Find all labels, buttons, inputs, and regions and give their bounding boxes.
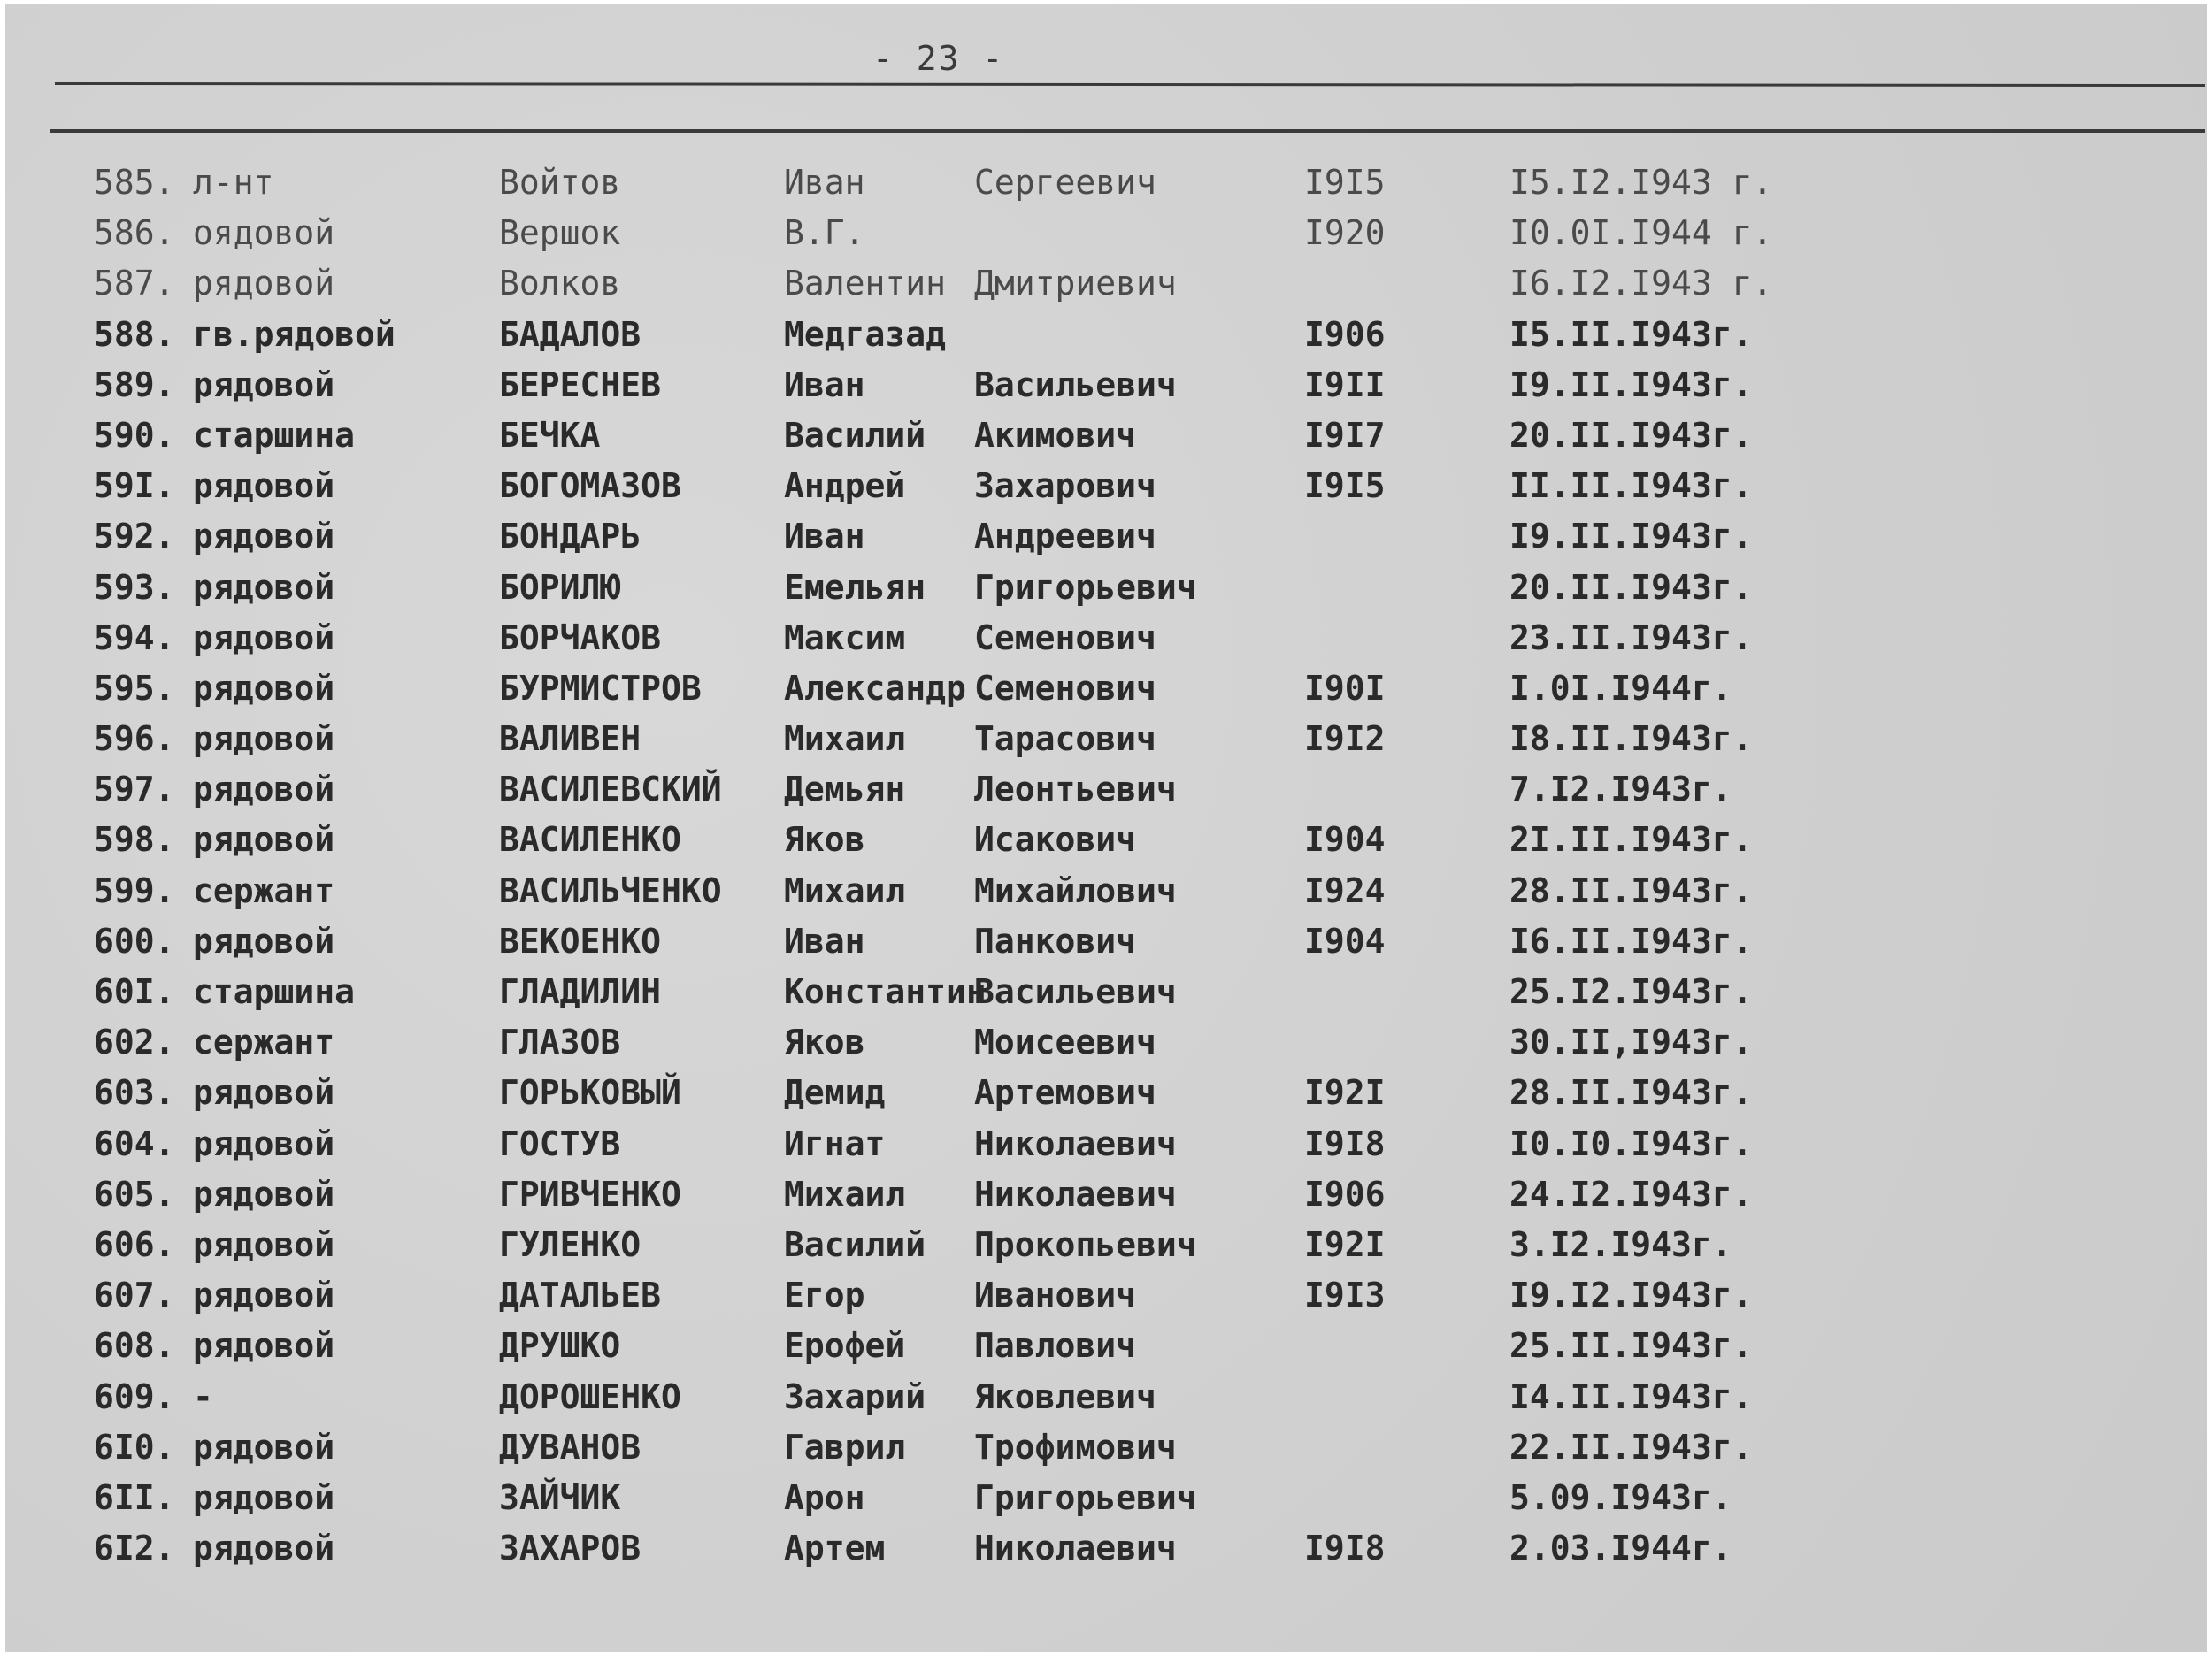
birth-year: I9I7 (1304, 415, 1386, 455)
list-item (5, 410, 2207, 461)
rank: рядовой (193, 770, 335, 809)
rank: л-нт (193, 163, 274, 202)
row-number: 588. (94, 314, 175, 354)
rank: рядовой (193, 1174, 335, 1214)
patronymic: Тарасович (974, 719, 1156, 759)
rank: рядовой (193, 517, 335, 556)
surname: ВАСИЛЬЧЕНКО (499, 870, 722, 910)
list-item (5, 815, 2207, 865)
first-name: В.Г. (784, 213, 865, 253)
patronymic: Сергеевич (974, 163, 1156, 202)
patronymic: Исакович (974, 820, 1137, 860)
row-number: 596. (94, 719, 175, 759)
date: 28.II.I943г. (1509, 1073, 1753, 1113)
patronymic: Панкович (974, 921, 1137, 961)
surname: ДАТАЛЬЕВ (499, 1276, 662, 1315)
row-number: 606. (94, 1224, 175, 1264)
list-item (5, 1473, 2207, 1523)
patronymic: Дмитриевич (974, 264, 1177, 303)
surname: ДУВАНОВ (499, 1427, 641, 1467)
rank: рядовой (193, 921, 335, 961)
date: I9.I2.I943г. (1509, 1276, 1753, 1315)
list-item (5, 461, 2207, 511)
surname: ДРУШКО (499, 1326, 621, 1366)
rank: рядовой (193, 567, 335, 607)
list-item (5, 208, 2207, 258)
row-number: 598. (94, 820, 175, 860)
birth-year: I920 (1304, 213, 1386, 253)
surname: ДОРОШЕНКО (499, 1376, 681, 1416)
birth-year: I9I8 (1304, 1529, 1386, 1568)
first-name: Иван (784, 163, 865, 202)
rank: рядовой (193, 1326, 335, 1366)
row-number: 608. (94, 1326, 175, 1366)
row-number: 585. (94, 163, 175, 202)
first-name: Арон (784, 1477, 865, 1517)
row-number: 609. (94, 1376, 175, 1416)
first-name: Яков (784, 1023, 865, 1062)
list-item (5, 310, 2207, 360)
surname: ГУЛЕНКО (499, 1224, 641, 1264)
birth-year: I92I (1304, 1224, 1386, 1264)
birth-year: I9I3 (1304, 1276, 1386, 1315)
date: 25.II.I943г. (1509, 1326, 1753, 1366)
row-number: 586. (94, 213, 175, 253)
list-item (5, 1169, 2207, 1220)
first-name: Захарий (784, 1376, 926, 1416)
list-item (5, 360, 2207, 410)
first-name: Артем (784, 1529, 886, 1568)
patronymic: Захарович (974, 466, 1156, 506)
surname: БОРЧАКОВ (499, 617, 662, 657)
list-item (5, 663, 2207, 714)
list-item (5, 1321, 2207, 1371)
row-number: 600. (94, 921, 175, 961)
row-number: 6I2. (94, 1529, 175, 1568)
surname: ВЕКОЕНКО (499, 921, 662, 961)
patronymic: Артемович (974, 1073, 1156, 1113)
patronymic: Прокопьевич (974, 1224, 1197, 1264)
rank: рядовой (193, 1224, 335, 1264)
row-number: 604. (94, 1123, 175, 1163)
first-name: Медгазад (784, 314, 947, 354)
rank: гв.рядовой (193, 314, 396, 354)
first-name: Гаврил (784, 1427, 906, 1467)
row-number: 607. (94, 1276, 175, 1315)
date: 23.II.I943г. (1509, 617, 1753, 657)
patronymic: Николаевич (974, 1123, 1177, 1163)
rank: - (193, 1376, 213, 1416)
patronymic: Васильевич (974, 364, 1177, 404)
patronymic: Михайлович (974, 870, 1177, 910)
birth-year: I9I2 (1304, 719, 1386, 759)
list-item (5, 1119, 2207, 1169)
rank: рядовой (193, 364, 335, 404)
date: 20.II.I943г. (1509, 567, 1753, 607)
first-name: Иван (784, 517, 865, 556)
row-number: 602. (94, 1023, 175, 1062)
header-rule-top (55, 82, 2205, 87)
first-name: Андрей (784, 466, 906, 506)
list-item (5, 967, 2207, 1017)
first-name: Василий (784, 415, 926, 455)
list-item (5, 1372, 2207, 1422)
rank: рядовой (193, 1477, 335, 1517)
list-item (5, 1270, 2207, 1321)
surname: ВАСИЛЕВСКИЙ (499, 770, 722, 809)
date: I0.I0.I943г. (1509, 1123, 1753, 1163)
patronymic: Иванович (974, 1276, 1137, 1315)
row-number: 6I0. (94, 1427, 175, 1467)
date: I4.II.I943г. (1509, 1376, 1753, 1416)
first-name: Демид (784, 1073, 886, 1113)
first-name: Егор (784, 1276, 865, 1315)
rank: сержант (193, 1023, 335, 1062)
first-name: Константин (784, 972, 987, 1011)
first-name: Демьян (784, 770, 906, 809)
date: 20.II.I943г. (1509, 415, 1753, 455)
patronymic: Васильевич (974, 972, 1177, 1011)
date: I.0I.I944г. (1509, 668, 1732, 708)
patronymic: Николаевич (974, 1529, 1177, 1568)
rank: старшина (193, 415, 356, 455)
casualty-list (5, 157, 2207, 1574)
first-name: Василий (784, 1224, 926, 1264)
date: 25.I2.I943г. (1509, 972, 1753, 1011)
row-number: 597. (94, 770, 175, 809)
rank: рядовой (193, 1123, 335, 1163)
surname: Волков (499, 264, 621, 303)
rank: рядовой (193, 1427, 335, 1467)
first-name: Михаил (784, 1174, 906, 1214)
patronymic: Акимович (974, 415, 1137, 455)
row-number: 6II. (94, 1477, 175, 1517)
first-name: Александр (784, 668, 966, 708)
first-name: Валентин (784, 264, 947, 303)
list-item (5, 1220, 2207, 1270)
rank: старшина (193, 972, 356, 1011)
row-number: 59I. (94, 466, 175, 506)
first-name: Ерофей (784, 1326, 906, 1366)
list-item (5, 1017, 2207, 1068)
list-item (5, 511, 2207, 562)
birth-year: I9I8 (1304, 1123, 1386, 1163)
birth-year: I9II (1304, 364, 1386, 404)
row-number: 605. (94, 1174, 175, 1214)
rank: оядовой (193, 213, 335, 253)
date: 28.II.I943г. (1509, 870, 1753, 910)
surname: БЕЧКА (499, 415, 601, 455)
surname: БЕРЕСНЕВ (499, 364, 662, 404)
row-number: 594. (94, 617, 175, 657)
date: 30.II,I943г. (1509, 1023, 1753, 1062)
list-item (5, 1068, 2207, 1118)
surname: ВАЛИВЕН (499, 719, 641, 759)
date: 7.I2.I943г. (1509, 770, 1732, 809)
surname: ГРИВЧЕНКО (499, 1174, 681, 1214)
first-name: Яков (784, 820, 865, 860)
patronymic: Григорьевич (974, 567, 1197, 607)
patronymic: Леонтьевич (974, 770, 1177, 809)
row-number: 590. (94, 415, 175, 455)
surname: Вершок (499, 213, 621, 253)
birth-year: I92I (1304, 1073, 1386, 1113)
rank: рядовой (193, 1276, 335, 1315)
surname: ЗАЙЧИК (499, 1477, 621, 1517)
surname: БОРИЛЮ (499, 567, 621, 607)
header-rule-bottom (50, 129, 2205, 133)
patronymic: Трофимович (974, 1427, 1177, 1467)
birth-year: I90I (1304, 668, 1386, 708)
rank: рядовой (193, 1529, 335, 1568)
birth-year: I9I5 (1304, 163, 1386, 202)
surname: БУРМИСТРОВ (499, 668, 702, 708)
row-number: 592. (94, 517, 175, 556)
list-item (5, 1523, 2207, 1574)
list-item (5, 157, 2207, 208)
row-number: 589. (94, 364, 175, 404)
surname: БОНДАРЬ (499, 517, 641, 556)
date: I5.I2.I943 г. (1509, 163, 1773, 202)
date: I5.II.I943г. (1509, 314, 1753, 354)
first-name: Иван (784, 364, 865, 404)
first-name: Михаил (784, 870, 906, 910)
rank: рядовой (193, 1073, 335, 1113)
date: I6.II.I943г. (1509, 921, 1753, 961)
rank: рядовой (193, 668, 335, 708)
date: I9.II.I943г. (1509, 517, 1753, 556)
date: II.II.I943г. (1509, 466, 1753, 506)
date: 5.09.I943г. (1509, 1477, 1732, 1517)
surname: ВАСИЛЕНКО (499, 820, 681, 860)
birth-year: I906 (1304, 314, 1386, 354)
date: I9.II.I943г. (1509, 364, 1753, 404)
birth-year: I904 (1304, 921, 1386, 961)
row-number: 60I. (94, 972, 175, 1011)
date: 2I.II.I943г. (1509, 820, 1753, 860)
date: 3.I2.I943г. (1509, 1224, 1732, 1264)
patronymic: Григорьевич (974, 1477, 1197, 1517)
patronymic: Семенович (974, 668, 1156, 708)
list-item (5, 714, 2207, 764)
list-item (5, 258, 2207, 309)
list-item (5, 613, 2207, 663)
surname: ГОРЬКОВЫЙ (499, 1073, 681, 1113)
date: 2.03.I944г. (1509, 1529, 1732, 1568)
rank: рядовой (193, 617, 335, 657)
rank: сержант (193, 870, 335, 910)
list-item (5, 916, 2207, 967)
row-number: 603. (94, 1073, 175, 1113)
first-name: Максим (784, 617, 906, 657)
birth-year: I924 (1304, 870, 1386, 910)
row-number: 587. (94, 264, 175, 303)
list-item (5, 764, 2207, 815)
birth-year: I9I5 (1304, 466, 1386, 506)
list-item (5, 1422, 2207, 1473)
patronymic: Павлович (974, 1326, 1137, 1366)
first-name: Емельян (784, 567, 926, 607)
surname: БОГОМАЗОВ (499, 466, 681, 506)
row-number: 595. (94, 668, 175, 708)
date: 22.II.I943г. (1509, 1427, 1753, 1467)
surname: ГОСТУВ (499, 1123, 621, 1163)
rank: рядовой (193, 466, 335, 506)
list-item (5, 563, 2207, 613)
document-page (5, 4, 2207, 1652)
surname: ГЛАДИЛИН (499, 972, 662, 1011)
patronymic: Моисеевич (974, 1023, 1156, 1062)
surname: Войтов (499, 163, 621, 202)
rank: рядовой (193, 820, 335, 860)
date: 24.I2.I943г. (1509, 1174, 1753, 1214)
patronymic: Яковлевич (974, 1376, 1156, 1416)
patronymic: Семенович (974, 617, 1156, 657)
surname: ЗАХАРОВ (499, 1529, 641, 1568)
birth-year: I906 (1304, 1174, 1386, 1214)
list-item (5, 866, 2207, 916)
first-name: Игнат (784, 1123, 886, 1163)
page-number: - 23 - (872, 39, 1005, 78)
date: I8.II.I943г. (1509, 719, 1753, 759)
surname: БАДАЛОВ (499, 314, 641, 354)
row-number: 599. (94, 870, 175, 910)
patronymic: Николаевич (974, 1174, 1177, 1214)
row-number: 593. (94, 567, 175, 607)
date: I0.0I.I944 г. (1509, 213, 1773, 253)
first-name: Михаил (784, 719, 906, 759)
patronymic: Андреевич (974, 517, 1156, 556)
rank: рядовой (193, 719, 335, 759)
surname: ГЛАЗОВ (499, 1023, 621, 1062)
rank: рядовой (193, 264, 335, 303)
birth-year: I904 (1304, 820, 1386, 860)
first-name: Иван (784, 921, 865, 961)
date: I6.I2.I943 г. (1509, 264, 1773, 303)
